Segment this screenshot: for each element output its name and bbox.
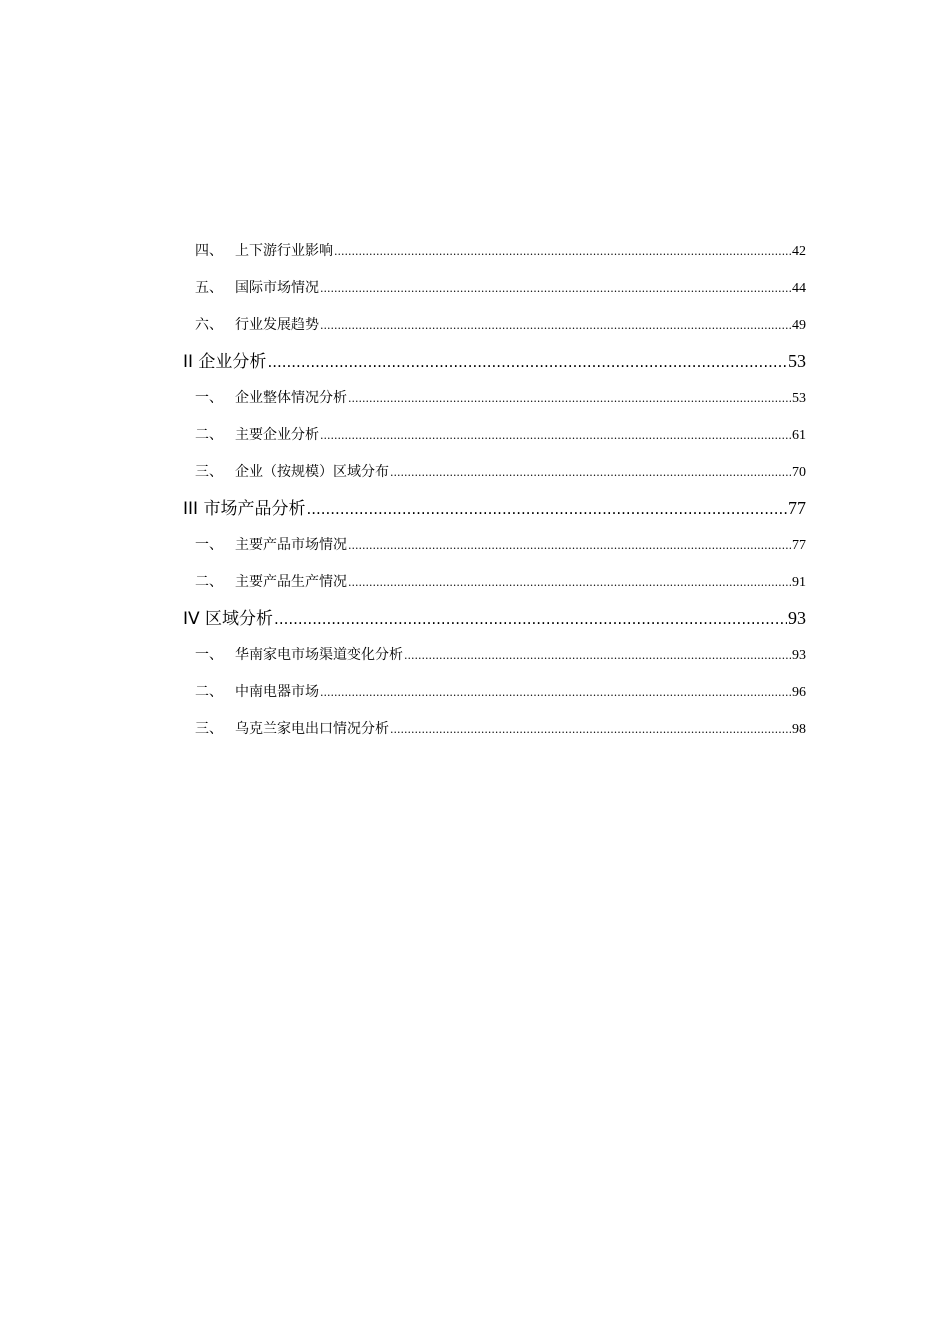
- toc-entry[interactable]: [183, 571, 806, 591]
- toc-entry-page: 91: [792, 575, 806, 590]
- toc-entry-title: 中南电器市场: [235, 684, 319, 700]
- toc-entry-page: 93: [792, 648, 806, 663]
- toc-entry-title: 企业整体情况分析: [235, 390, 347, 406]
- toc-chapter-page: 77: [788, 498, 806, 518]
- toc-entry-title: 主要产品市场情况: [235, 537, 347, 553]
- dot-leader: [267, 352, 787, 372]
- toc-chapter-entry[interactable]: [183, 347, 806, 371]
- toc-entry-page: 49: [792, 318, 806, 333]
- dot-leader: [320, 427, 791, 443]
- toc-entry[interactable]: [183, 534, 806, 554]
- toc-entry[interactable]: [183, 424, 806, 444]
- dot-leader: [390, 721, 791, 737]
- toc-entry-page: 53: [792, 391, 806, 406]
- toc-entry-title: 主要产品生产情况: [235, 574, 347, 590]
- toc-entry[interactable]: [183, 461, 806, 481]
- toc-entry[interactable]: [183, 644, 806, 664]
- dot-leader: [334, 243, 791, 259]
- toc-entry-title: 行业发展趋势: [235, 317, 319, 333]
- dot-leader: [320, 280, 791, 296]
- dot-leader: [306, 499, 787, 519]
- toc-entry[interactable]: [183, 277, 806, 297]
- toc-entry-title: 国际市场情况: [235, 280, 319, 296]
- toc-entry-number: 一、: [195, 647, 223, 663]
- toc-entry[interactable]: [183, 718, 806, 738]
- toc-entry-page: 44: [792, 281, 806, 296]
- toc-entry[interactable]: [183, 387, 806, 407]
- toc-entry[interactable]: [183, 240, 806, 260]
- toc-entry-number: 二、: [195, 684, 223, 700]
- toc-entry-number: 三、: [195, 721, 223, 737]
- toc-entry-number: 四、: [195, 243, 223, 259]
- toc-entry-page: 98: [792, 722, 806, 737]
- dot-leader: [320, 317, 791, 333]
- toc-entry[interactable]: [183, 681, 806, 701]
- toc-entry-title: 华南家电市场渠道变化分析: [235, 647, 403, 663]
- toc-entry-number: 五、: [195, 280, 223, 296]
- toc-entry-page: 61: [792, 428, 806, 443]
- toc-entry-title: 上下游行业影响: [235, 243, 333, 259]
- toc-entry-number: 二、: [195, 574, 223, 590]
- toc-chapter-entry[interactable]: [183, 494, 806, 518]
- toc-entry-page: 42: [792, 244, 806, 259]
- toc-entry-title: 乌克兰家电出口情况分析: [235, 721, 389, 737]
- dot-leader: [348, 574, 791, 590]
- toc-entry[interactable]: [183, 314, 806, 334]
- toc-chapter-title: II 企业分析: [183, 352, 267, 372]
- toc-entry-number: 一、: [195, 390, 223, 406]
- toc-chapter-title: IV 区域分析: [183, 609, 274, 629]
- toc-entry-title: 企业（按规模）区域分布: [235, 464, 389, 480]
- toc-entry-page: 70: [792, 465, 806, 480]
- toc-entry-page: 77: [792, 538, 806, 553]
- toc-entry-page: 96: [792, 685, 806, 700]
- dot-leader: [320, 684, 791, 700]
- toc-entry-number: 一、: [195, 537, 223, 553]
- toc-chapter-page: 93: [788, 608, 806, 628]
- dot-leader: [390, 464, 791, 480]
- toc-chapter-entry[interactable]: [183, 604, 806, 628]
- dot-leader: [348, 390, 791, 406]
- toc-entry-number: 六、: [195, 317, 223, 333]
- toc-entry-number: 二、: [195, 427, 223, 443]
- toc-chapter-page: 53: [788, 351, 806, 371]
- toc-entry-title: 主要企业分析: [235, 427, 319, 443]
- dot-leader: [404, 647, 791, 663]
- toc-chapter-title: III 市场产品分析: [183, 499, 306, 519]
- dot-leader: [348, 537, 791, 553]
- dot-leader: [274, 609, 787, 629]
- toc-entry-number: 三、: [195, 464, 223, 480]
